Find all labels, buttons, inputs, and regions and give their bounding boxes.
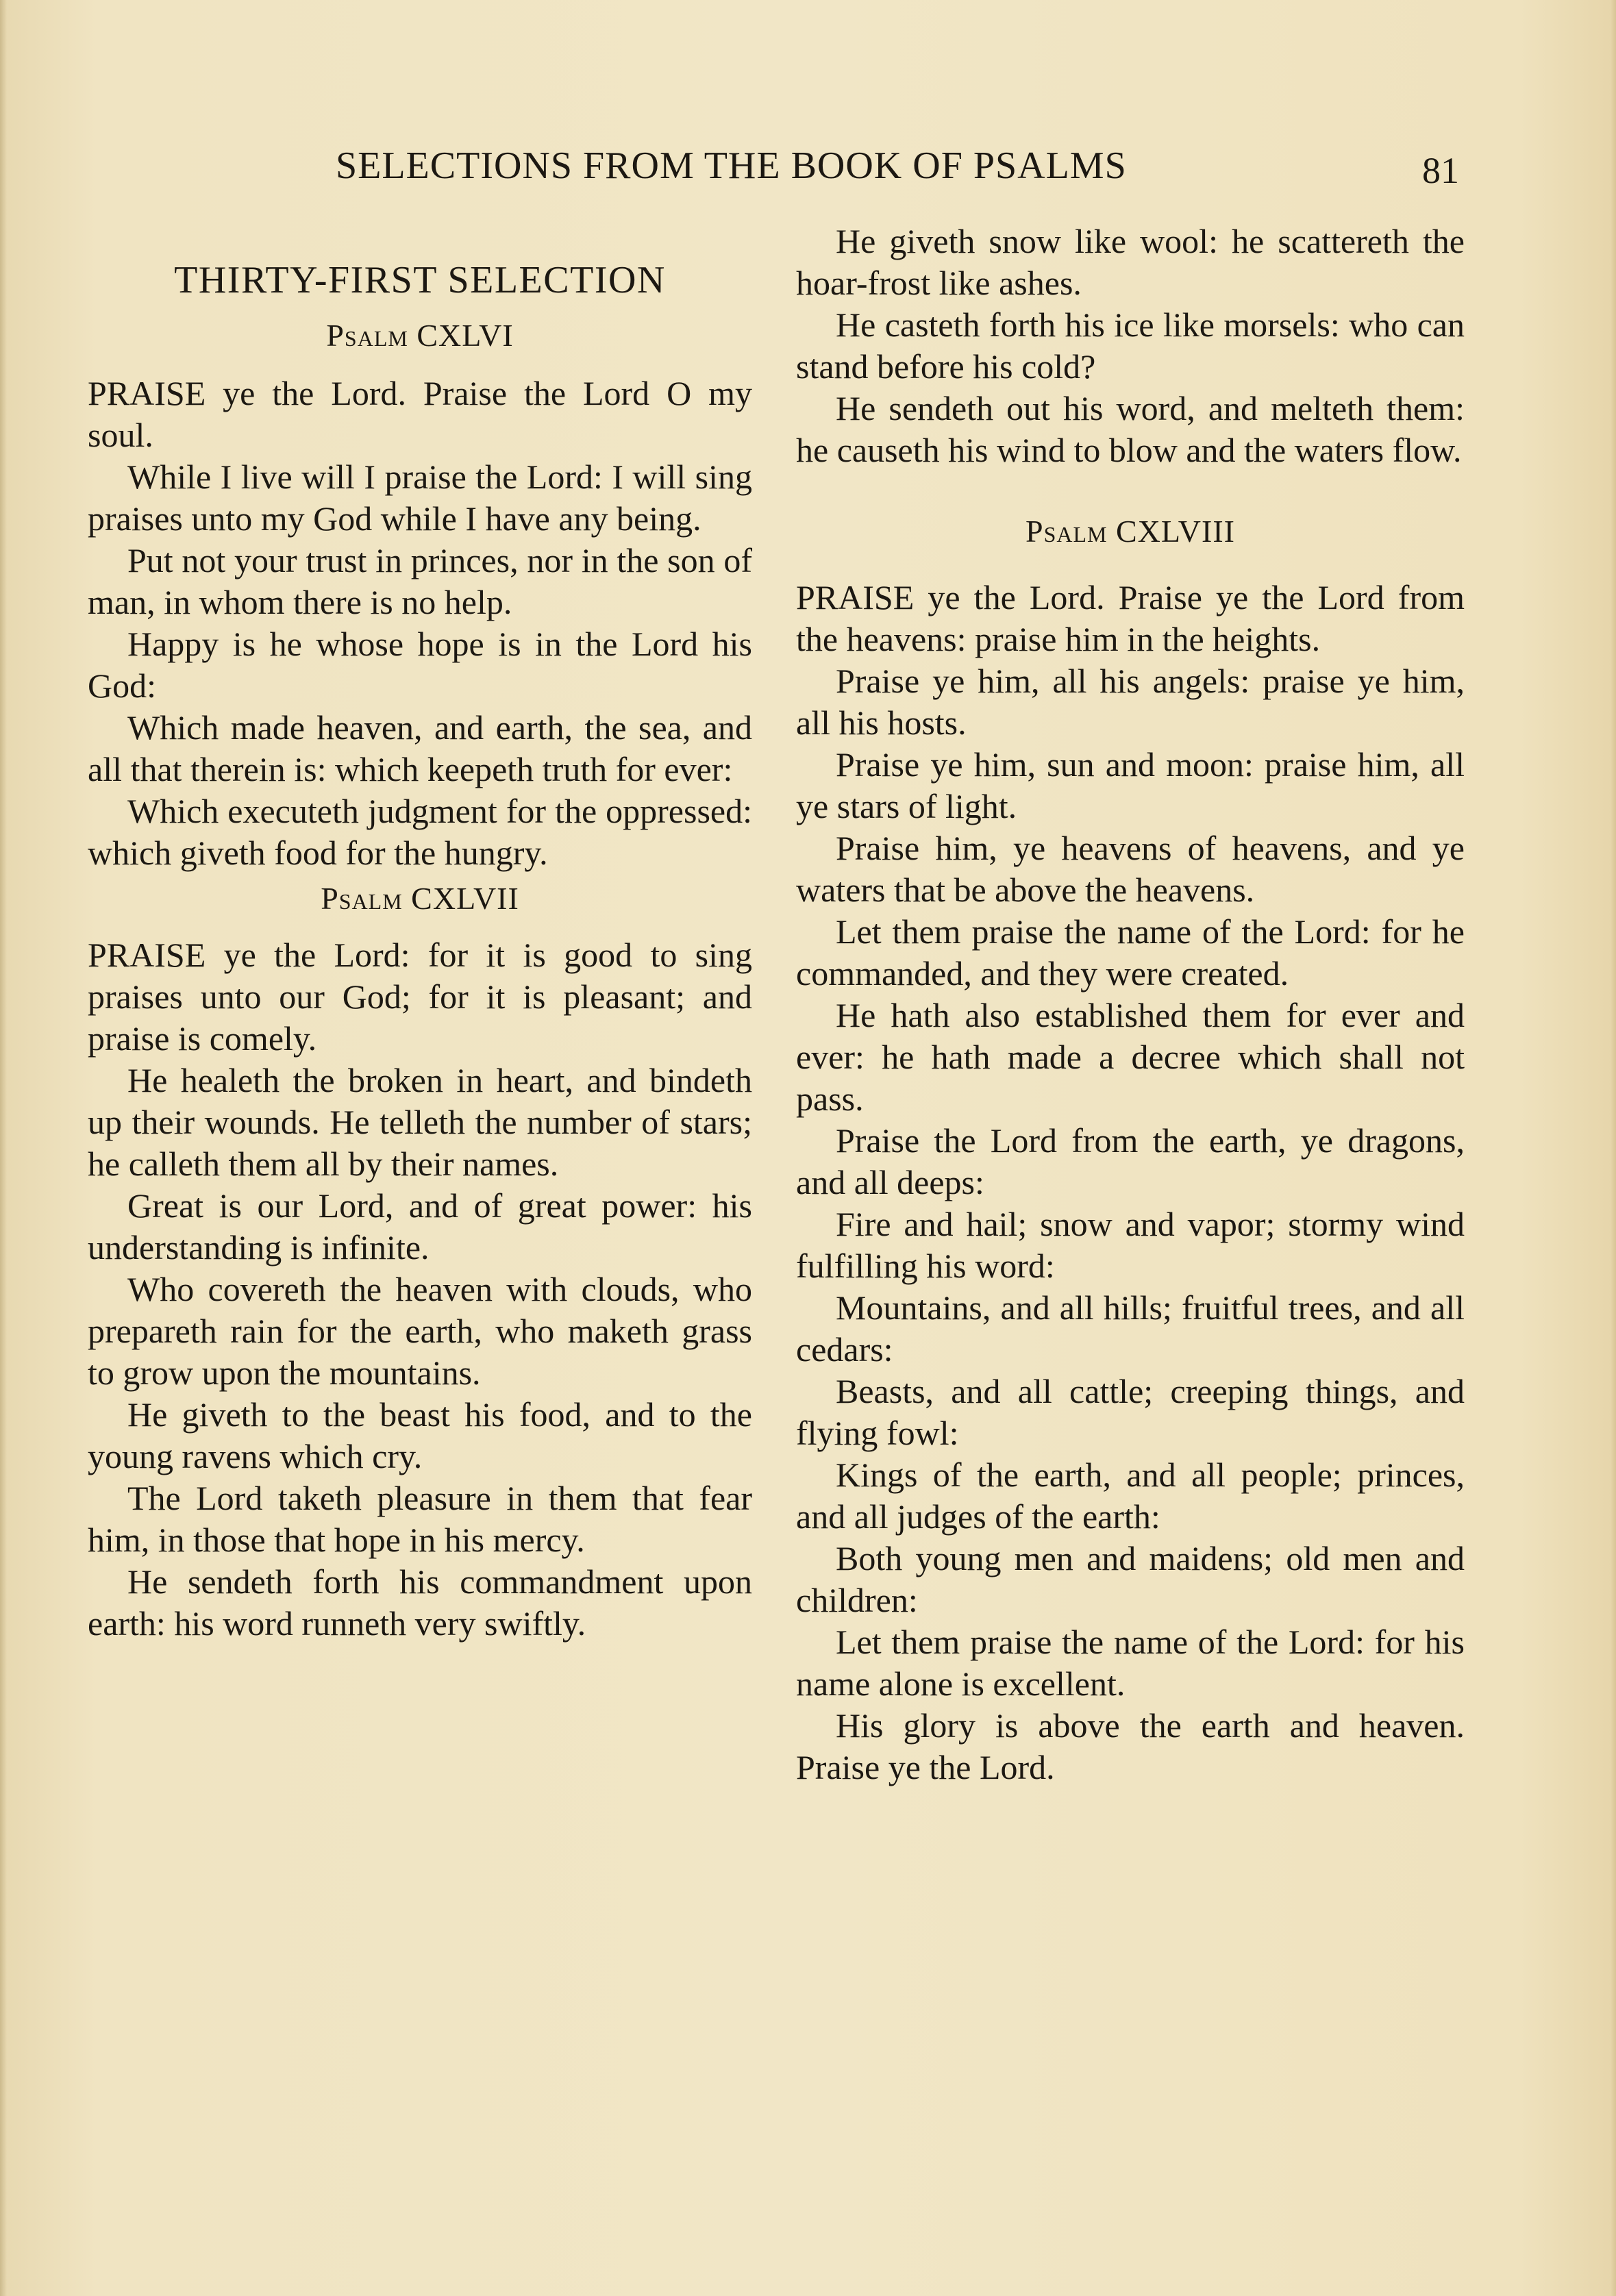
verse: While I live will I praise the Lord: I will sing praises unto my God while I have any being. (88, 458, 752, 538)
verse: His glory is above the earth and heaven. Praise ye the Lord. (796, 1706, 1465, 1786)
verse: Praise him, ye heavens of heavens, and ye waters that be above the heavens. (796, 829, 1465, 909)
verse: He sendeth forth his commandment upon earth: his word runneth very swiftly. (88, 1562, 752, 1643)
verse: Which executeth judgment for the oppressed: which giveth food for the hungry. (88, 792, 752, 872)
verse: The Lord taketh pleasure in them that fear him, in those that hope in his mercy. (88, 1479, 752, 1559)
verse: Put not your trust in princes, nor in the son of man, in whom there is no help. (88, 541, 752, 621)
verse: Praise the Lord from the earth, ye dragons, and all deeps: (796, 1121, 1465, 1201)
running-title: SELECTIONS FROM THE BOOK OF PSALMS (336, 145, 1127, 187)
verse: He giveth snow like wool: he scattereth the hoar-frost like ashes. (796, 222, 1465, 302)
page-edge-right (1611, 0, 1616, 2296)
verse: Praise ye him, all his angels: praise ye him, all his hosts. (796, 662, 1465, 742)
verse: He healeth the broken in heart, and bindeth up their wounds. He telleth the number of stars; he calleth them all by their names. (88, 1061, 752, 1183)
verse: Happy is he whose hope is in the Lord his God: (88, 625, 752, 705)
verse: Mountains, and all hills; fruitful trees, and all cedars: (796, 1288, 1465, 1369)
verse: Fire and hail; snow and vapor; stormy wind fulfilling his word: (796, 1205, 1465, 1285)
verse: Praise ye him, sun and moon: praise him, all ye stars of light. (796, 745, 1465, 825)
verse: He hath also established them for ever and ever: he hath made a decree which shall not pass. (796, 996, 1465, 1118)
verse: Kings of the earth, and all people; princes, and all judges of the earth: (796, 1456, 1465, 1536)
right-column (796, 221, 1465, 1788)
verse: Who covereth the heaven with clouds, who prepareth rain for the earth, who maketh grass to grow upon the mountains. (88, 1270, 752, 1392)
verse: Both young men and maidens; old men and children: (796, 1539, 1465, 1619)
verse: Beasts, and all cattle; creeping things, and flying fowl: (796, 1372, 1465, 1452)
verse: Great is our Lord, and of great power: his understanding is infinite. (88, 1186, 752, 1266)
left-column (88, 212, 752, 1645)
verse: PRAISE ye the Lord: for it is good to sing praises unto our God; for it is pleasant; and praise is comely. (88, 936, 752, 1058)
verse: Let them praise the name of the Lord: for he commanded, and they were created. (796, 912, 1465, 993)
verse: Which made heaven, and earth, the sea, and all that therein is: which keepeth truth for ever: (88, 708, 752, 788)
verse: He sendeth out his word, and melteth them: he causeth his wind to blow and the waters flow. (796, 389, 1465, 469)
selection-title: THIRTY-FIRST SELECTION (174, 259, 666, 301)
psalm-heading-146: Psalm CXLVI (326, 318, 514, 353)
page-number: 81 (1422, 150, 1459, 191)
verse: He giveth to the beast his food, and to the young ravens which cry. (88, 1395, 752, 1475)
psalm-heading-147: Psalm CXLVII (321, 881, 519, 916)
verse: PRAISE ye the Lord. Praise the Lord O my soul. (88, 374, 752, 454)
page-edge-left (0, 0, 7, 2296)
verse: PRAISE ye the Lord. Praise ye the Lord from the heavens: praise him in the heights. (796, 578, 1465, 658)
psalm-heading-148: Psalm CXLVIII (1025, 514, 1235, 549)
verse: He casteth forth his ice like morsels: who can stand before his cold? (796, 305, 1465, 386)
verse: Let them praise the name of the Lord: for his name alone is excellent. (796, 1623, 1465, 1703)
